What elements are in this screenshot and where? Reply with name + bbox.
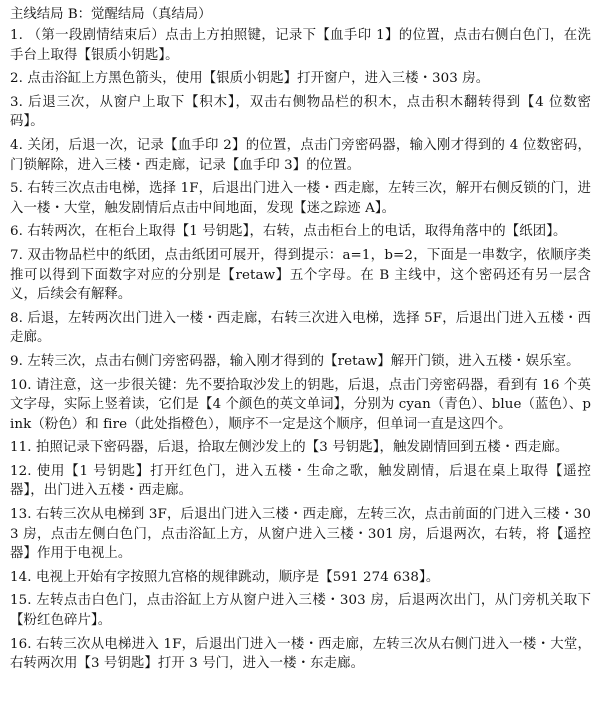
step-15: 15. 左转点击白色门，点击浴缸上方从窗户进入三楼・303 房，后退两次出门，从门旁机关取下【粉红色碎片】。 xyxy=(10,593,591,629)
step-11: 11. 拍照记录下密码器，后退，拾取左侧沙发上的【3 号钥匙】，触发剧情回到五楼・西走廊。 xyxy=(10,440,569,456)
step-14: 14. 电视上开始有字按照九宫格的规律跳动，顺序是【591 274 638】。 xyxy=(10,569,440,585)
step-10: 10. 请注意，这一步很关键：先不要拾取沙发上的钥匙，后退，点击门旁密码器，看到有 16 个英文字母，实际上竖着读，它们是【4 个颜色的英文单词】，分别为 cyan（青色）、blue（蓝色）、pink（粉色）和 fire（此处指橙色），顺序不一定是这个顺序，但单词一直是这四个。 xyxy=(10,377,591,432)
step-7: 7. 双击物品栏中的纸团，点击纸团可展开，得到提示：a=1，b=2，下面是一串数字，依顺序类推可以得到下面数字对应的分别是【retaw】五个字母。在 B 主线中，这个密码还有另一层含义，后续会有解释。 xyxy=(10,247,591,303)
step-12: 12. 使用【1 号钥匙】打开红色门，进入五楼・生命之歌，触发剧情，后退在桌上取得【遥控器】，出门进入五楼・西走廊。 xyxy=(10,463,591,499)
step-1: 1. （第一段剧情结束后）点击上方拍照键，记录下【血手印 1】的位置，点击右侧白色门，在洗手台上取得【银质小钥匙】。 xyxy=(10,28,591,63)
step-4: 4. 关闭，后退一次，记录【血手印 2】的位置，点击门旁密码器，输入刚才得到的 4 位数密码，门锁解除，进入三楼・西走廊，记录【血手印 3】的位置。 xyxy=(10,137,591,173)
section-title: 主线结局 B：觉醒结局（真结局） xyxy=(10,7,212,22)
step-9: 9. 左转三次，点击右侧门旁密码器，输入刚才得到的【retaw】解开门锁，进入五楼・娱乐室。 xyxy=(10,353,580,369)
step-13: 13. 右转三次从电梯到 3F，后退出门进入三楼・西走廊，左转三次，点击前面的门进入三楼・303 房，点击左侧白色门，点击浴缸上方，从窗户进入三楼・301 房，后退两次，右转，将【遥控器】作用于电视上。 xyxy=(10,507,591,562)
step-8: 8. 后退，左转两次出门进入一楼・西走廊，右转三次进入电梯，选择 5F，后退出门进入五楼・西走廊。 xyxy=(10,310,591,346)
step-16: 16. 右转三次从电梯进入 1F，后退出门进入一楼・西走廊，左转三次从右侧门进入一楼・大堂，右转两次用【3 号钥匙】打开 3 号门，进入一楼・东走廊。 xyxy=(10,636,591,672)
step-3: 3. 后退三次，从窗户上取下【积木】，双击右侧物品栏的积木，点击积木翻转得到【4 位数密码】。 xyxy=(10,94,591,130)
step-list xyxy=(10,26,591,674)
step-2: 2. 点击浴缸上方黑色箭头，使用【银质小钥匙】打开窗户，进入三楼・303 房。 xyxy=(10,71,490,87)
step-5: 5. 右转三次点击电梯，选择 1F，后退出门进入一楼・西走廊，左转三次，解开右侧反锁的门，进入一楼・大堂，触发剧情后点击中间地面，发现【迷之踪迹 A】。 xyxy=(10,181,591,216)
step-6: 6. 右转两次，在柜台上取得【1 号钥匙】，右转，点击柜台上的电话，取得角落中的【纸团】。 xyxy=(10,224,567,240)
